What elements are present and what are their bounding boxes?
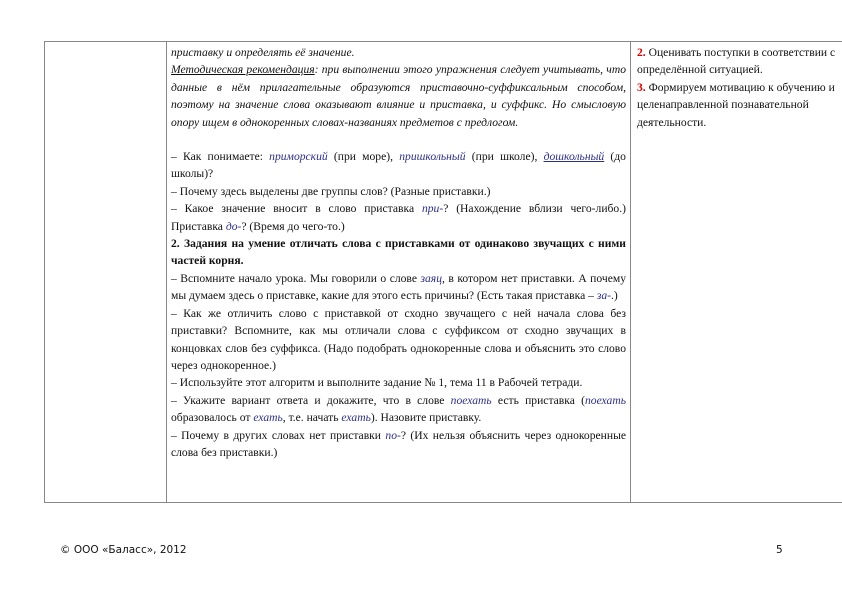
text-segment: ). Назовите приставку. <box>370 411 482 425</box>
text-segment: – Как понимаете: <box>171 150 270 164</box>
example-word: поехать <box>450 393 492 407</box>
text-segment: – Почему в других словах нет приставки <box>171 428 386 442</box>
lesson-table <box>44 41 842 503</box>
example-word: приморский <box>269 150 328 164</box>
question-understanding <box>171 148 626 183</box>
question-two-groups: – Почему здесь выделены две группы слов? (Разные приставки.) <box>171 184 491 198</box>
outcome-number: 3. <box>637 80 646 94</box>
text-segment: (при школе), <box>465 150 544 164</box>
outcome-number: 2. <box>637 46 646 59</box>
text-segment: ? (Нахождение вблизи чего-либо.) Приставка <box>171 202 626 233</box>
text-segment: ? (Их нельзя объяснить через однокоренные слова без приставки.) <box>171 428 627 459</box>
outcome-text: Формируем мотивацию к обучению и целенаправленной познавательной деятельности. <box>637 80 835 129</box>
text-segment: ? (Время до чего-то.) <box>241 219 345 233</box>
example-word: до- <box>225 219 242 233</box>
example-word: пришкольный <box>399 150 466 164</box>
page-number: 5 <box>776 544 783 556</box>
text-segment: – Какое значение вносит в слово приставка <box>171 202 422 216</box>
question-other-words <box>171 427 626 462</box>
paragraph-intro: приставку и определять её значение. <box>171 46 355 59</box>
example-word: при- <box>421 202 444 216</box>
example-word: дошкольный <box>543 150 605 164</box>
question-prefix-meaning <box>171 200 626 235</box>
table-row <box>45 42 842 503</box>
outcomes-cell <box>631 42 842 503</box>
question-poekhat <box>171 392 626 427</box>
question-lesson-start <box>171 270 626 305</box>
outcome-item-2 <box>637 44 842 79</box>
example-word: заяц <box>420 271 442 285</box>
text-segment: есть приставка ( <box>491 393 585 407</box>
outcome-text: Оценивать поступки в соответствии с определённой ситуацией. <box>637 46 836 77</box>
method-recommendation-text: : при выполнении этого упражнения следует учитывать, что данные в нём прилагательные образуются приставочно-суффиксальным способом, поэтому на значение слова оказывают влияние и приставка, и суффикс. Но смысловую опору ищем в однокоренных словах-названиях предметов с предлогом. <box>171 63 626 129</box>
example-word: ехать <box>341 411 371 425</box>
question-distinguish: – Как же отличить слово с приставкой от сходно звучащего с ней начала слова без приставки? Вспомните, как мы отличали слова с суффиксом от сходно звучащих в концовках слов без суффикса. (Надо подобрать однокоренные слова и объяснить это слово через однокоренное.) <box>171 306 626 372</box>
text-segment: (до школы)? <box>171 150 626 181</box>
left-empty-cell <box>45 42 167 503</box>
instruction-workbook: – Используйте этот алгоритм и выполните задание № 1, тема 11 в Рабочей тетради. <box>171 376 583 390</box>
text-segment: , т.е. начать <box>282 411 342 425</box>
example-word: по- <box>385 428 401 442</box>
lesson-content-cell <box>167 42 631 503</box>
example-word: ехать <box>253 411 283 425</box>
section-heading: 2. Задания на умение отличать слова с приставками от одинаково звучащих с ними частей корня. <box>171 237 626 268</box>
method-recommendation-label: Методическая рекомендация <box>171 63 315 77</box>
text-segment: .) <box>611 289 618 303</box>
example-word: за- <box>596 289 612 303</box>
outcome-item-3 <box>637 79 842 131</box>
method-recommendation <box>171 61 626 131</box>
footer-copyright: © ООО «Баласс», 2012 <box>60 544 187 556</box>
spacer <box>171 131 626 148</box>
text-segment: – Вспомните начало урока. Мы говорили о слове <box>171 271 421 285</box>
text-segment: , в котором нет приставки. А почему мы думаем здесь о приставке, какие для этого есть причины? (Есть такая приставка – <box>171 271 626 303</box>
text-segment: образовалось от <box>171 411 254 425</box>
example-word: поехать <box>584 393 626 407</box>
text-segment: – Укажите вариант ответа и докажите, что в слове <box>171 393 451 407</box>
text-segment: (при море), <box>327 150 400 164</box>
